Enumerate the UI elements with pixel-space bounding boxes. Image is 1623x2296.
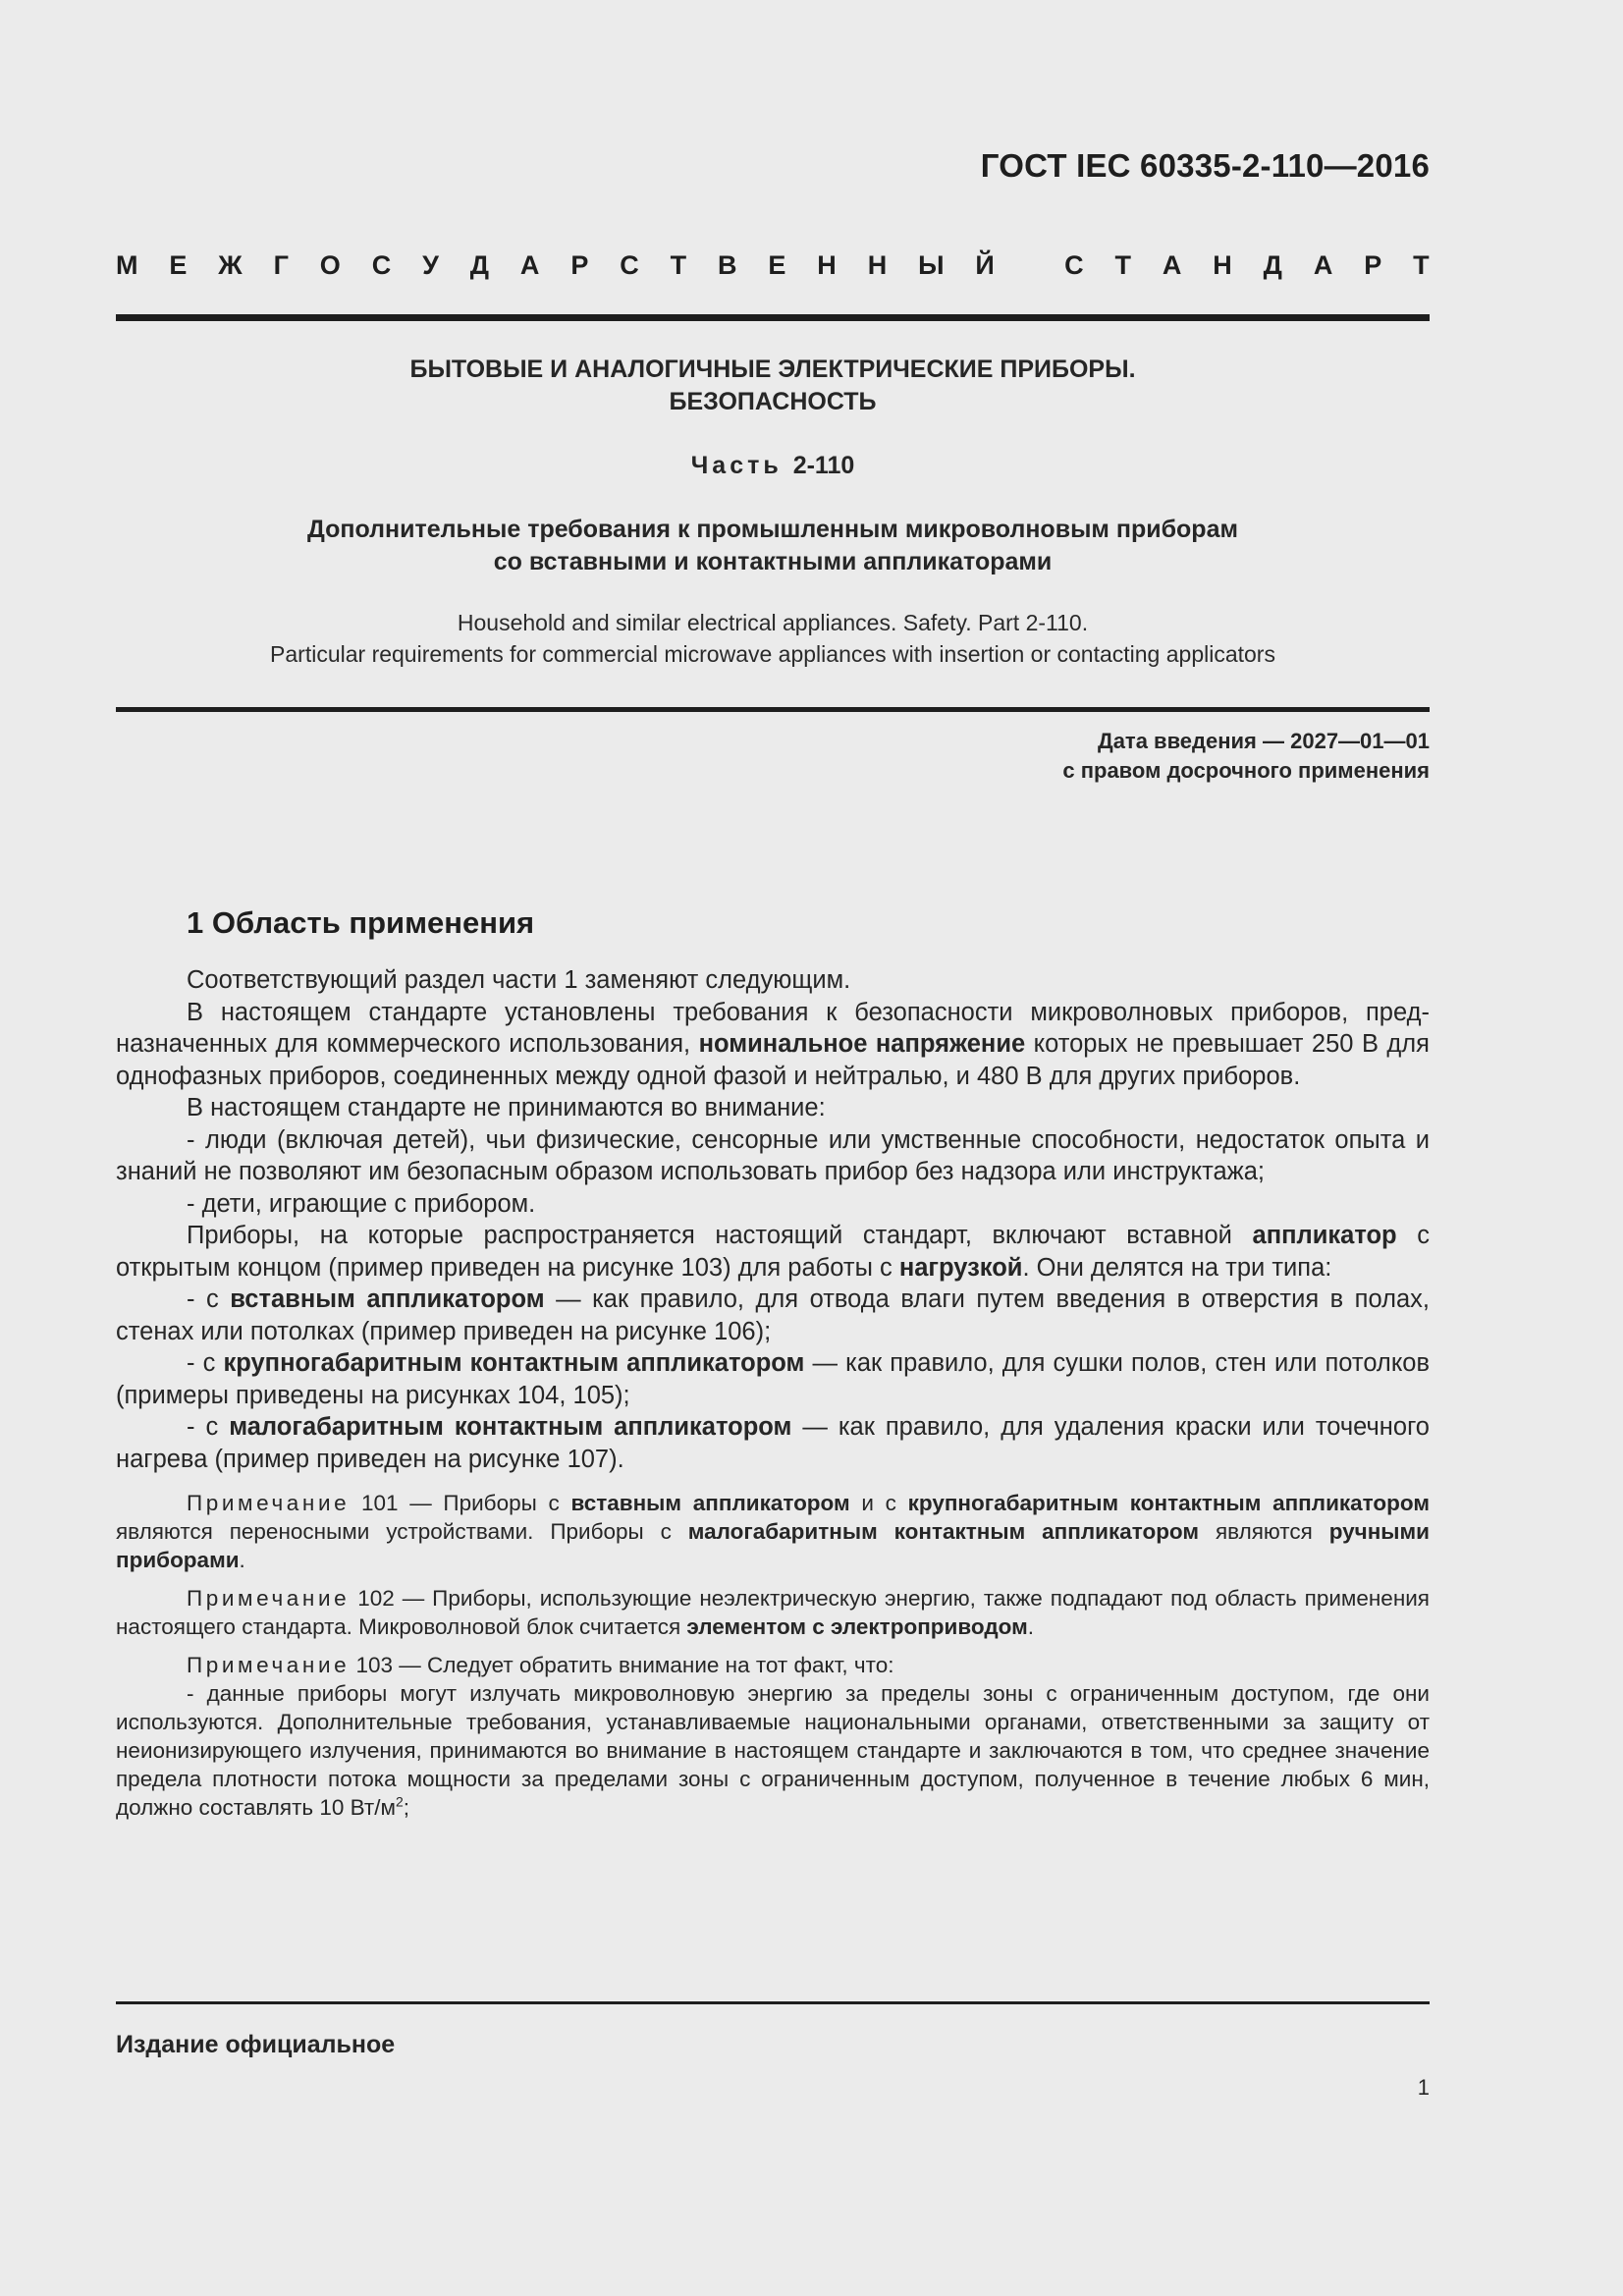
section-body — [116, 964, 1430, 1822]
paragraph: Соответствующий раздел части 1 заменяют следующим. — [187, 966, 851, 994]
heading-letter: С — [1064, 250, 1084, 280]
heading-letter: Р — [1364, 250, 1382, 280]
heading-letter: Т — [670, 250, 687, 280]
heading-letter: У — [422, 250, 439, 280]
term: номинальное напряжение — [698, 1030, 1026, 1058]
heading-letter: Ы — [918, 250, 945, 280]
title-rule — [116, 707, 1430, 712]
header-rule — [116, 314, 1430, 321]
heading-letter: Н — [817, 250, 837, 280]
introduction-date — [1062, 727, 1430, 786]
list-item: - с малогабаритным контактным аппликатором — как правило, для удаления краски или точечного нагрева (пример приведен на рисунке 107). — [116, 1413, 1430, 1473]
paragraph: Приборы, на которые распространяется настоящий стандарт, включают вставной аппликатор с открытым концом (пример приведен на рисунке 103) для работы с нагрузкой. Они делятся на три типа: — [116, 1222, 1430, 1282]
note-102: Примечание 102 — Приборы, использующие неэлектрическую энергию, также подпадают под область применения настоящего стандарта. Микроволновой блок считается элементом с электроприводом. — [116, 1586, 1430, 1639]
list-item: - дети, играющие с прибором. — [187, 1189, 536, 1218]
title-line-1: БЫТОВЫЕ И АНАЛОГИЧНЫЕ ЭЛЕКТРИЧЕСКИЕ ПРИБОРЫ. — [409, 355, 1136, 383]
heading-letter: Д — [1263, 250, 1282, 280]
heading-letter: Е — [169, 250, 188, 280]
footer-rule — [116, 2001, 1430, 2004]
term: нагрузкой — [898, 1253, 1023, 1282]
note-label: Примечание — [187, 1653, 351, 1677]
english-line-2: Particular requirements for commercial microwave appliances with insertion or contacting applicators — [270, 641, 1275, 667]
heading-letter: В — [718, 250, 737, 280]
note-101: Примечание 101 — Приборы с вставным аппликатором и с крупногабаритным контактным аппликатором являются переносными устройствами. Приборы с малогабаритным контактным аппликатором являются ручными приборами. — [116, 1491, 1430, 1572]
interstate-standard-heading — [116, 250, 1430, 281]
note-label: Примечание — [187, 1491, 351, 1515]
heading-letter: М — [116, 250, 138, 280]
list-item: - с крупногабаритным контактным аппликатором — как правило, для сушки полов, стен или потолков (примеры приведены на рисунках 104, 105); — [116, 1349, 1430, 1409]
english-title — [116, 607, 1430, 670]
note-103-item: - данные приборы могут излучать микроволновую энергию за пределы зоны с ограниченным доступом, где они используются. Дополнительные требования, устанавливаемые национальными органами, ответственными за защиту от неионизирующего излучения, принимаются во внимание в настоящем стандарте и заключаются в том, что среднее значение предела плотности потока мощности за пределами зоны с ограниченным доступом, полученное в течение любых 6 мин, должно составлять 10 $Вт/м^2$; — [116, 1681, 1430, 1820]
note-103: Примечание 103 — Следует обратить внимание на тот факт, что: — [187, 1653, 894, 1677]
paragraph: В настоящем стандарте не принимаются во внимание: — [187, 1094, 826, 1121]
part-word: Часть — [690, 452, 783, 479]
list-item: - с вставным аппликатором — как правило, для отвода влаги путем введения в отверстия в полах, стенах или потолках (пример приведен на рисунке 106); — [116, 1285, 1430, 1345]
list-item: - люди (включая детей), чьи физические, сенсорные или умственные способности, недостаток опыта и знаний не позволяют им безопасным образом использовать прибор без надзора или инструктажа; — [116, 1125, 1430, 1185]
heading-letter: Г — [273, 250, 289, 280]
heading-letter: Т — [1114, 250, 1131, 280]
heading-letter: С — [371, 250, 392, 280]
paragraph: В настоящем стандарте установлены требования к безопасности микроволновых приборов, предназначенных для коммерческого использования, номинальное напряжение которых не превышает 250 В для однофазных приборов, соединенных между одной фазой и нейтралью, и 480 В для других приборов. — [116, 998, 1430, 1090]
heading-letter: А — [519, 250, 540, 280]
heading-letter: Е — [768, 250, 786, 280]
heading-letter: С — [620, 250, 639, 280]
term: малогабаритным контактным аппликатором — [229, 1413, 792, 1441]
heading-letter: А — [1313, 250, 1333, 280]
page-number: 1 — [1417, 2075, 1430, 2100]
heading-letter: Н — [1213, 250, 1232, 280]
heading-letter: Й — [975, 250, 995, 280]
heading-letter: Н — [867, 250, 888, 280]
document-title — [116, 354, 1430, 418]
subtitle-line-1: Дополнительные требования к промышленным микроволновым приборам — [307, 516, 1238, 543]
official-edition: Издание официальное — [116, 2031, 396, 2058]
heading-letter: Т — [1413, 250, 1430, 280]
part-num: 2-110 — [792, 452, 855, 479]
title-line-2: БЕЗОПАСНОСТЬ — [669, 388, 877, 415]
heading-letter: А — [1162, 250, 1182, 280]
term: вставным аппликатором — [230, 1285, 545, 1313]
heading-letter: О — [319, 250, 341, 280]
heading-letter: Д — [469, 250, 490, 280]
date-early: с правом досрочного применения — [1062, 758, 1430, 783]
date-intro: Дата введения — 2027—01—01 — [1098, 729, 1430, 753]
subtitle-line-2: со вставными и контактными аппликаторами — [493, 548, 1053, 575]
part-number — [116, 452, 1430, 480]
term: аппликатор — [1252, 1222, 1397, 1249]
gost-code: ГОСТ IEC 60335-2-110—2016 — [980, 147, 1430, 184]
term: крупногабаритным контактным аппликатором — [223, 1349, 805, 1377]
heading-letter: Ж — [218, 250, 243, 280]
section-heading: 1 Область применения — [187, 905, 535, 940]
document-subtitle — [116, 514, 1430, 578]
note-label: Примечание — [187, 1586, 351, 1611]
heading-letter — [1026, 250, 1034, 281]
english-line-1: Household and similar electrical appliances. Safety. Part 2-110. — [457, 610, 1089, 635]
heading-letter: Р — [570, 250, 589, 280]
